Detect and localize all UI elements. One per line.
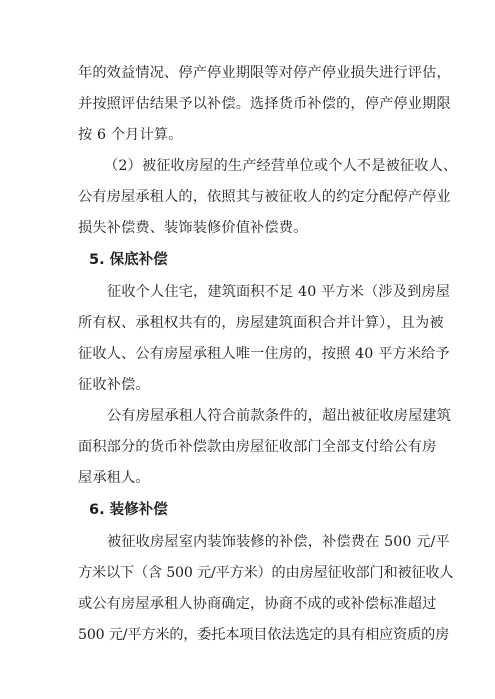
body-text-line: 屋承租人。 — [78, 470, 150, 486]
section-heading: 6. 装修补偿 — [89, 502, 168, 518]
body-text-line: 年的效益情况、停产停业期限等对停产停业损失进行评估， — [78, 65, 451, 81]
paragraph-first-line: 征收个人住宅，建筑面积不足 40 平方米（涉及到房屋 — [107, 284, 451, 300]
body-text-line: 损失补偿费、装饰装修价值补偿费。 — [78, 220, 308, 236]
body-text-line: 征收补偿。 — [78, 377, 150, 393]
body-text-line: 所有权、承租权共有的，房屋建筑面积合并计算），且为被 — [78, 315, 444, 331]
paragraph-first-line: （2）被征收房屋的生产经营单位或个人不是被征收人、 — [104, 158, 458, 174]
paragraph-first-line: 公有房屋承租人符合前款条件的，超出被征收房屋建筑 — [107, 408, 452, 424]
body-text-line: 并按照评估结果予以补偿。选择货币补偿的，停产停业期限 — [78, 96, 451, 112]
body-text-line: 按 6 个月计算。 — [78, 127, 183, 143]
section-heading: 5. 保底补偿 — [89, 252, 168, 268]
paragraph-first-line: 被征收房屋室内装饰装修的补偿，补偿费在 500 元/平 — [107, 534, 450, 550]
body-text-line: 方米以下（含 500 元/平方米）的由房屋征收部门和被征收人 — [78, 565, 454, 581]
body-text-line: 征收人、公有房屋承租人唯一住房的，按照 40 平方米给予 — [78, 346, 450, 362]
body-text-line: 面积部分的货币补偿款由房屋征收部门全部支付给公有房 — [78, 439, 437, 455]
body-text-line: 500 元/平方米的，委托本项目依法选定的具有相应资质的房 — [78, 627, 450, 643]
body-text-line: 公有房屋承租人的，依照其与被征收人的约定分配停产停业 — [78, 189, 451, 205]
body-text-line: 或公有房屋承租人协商确定，协商不成的或补偿标准超过 — [78, 596, 437, 612]
